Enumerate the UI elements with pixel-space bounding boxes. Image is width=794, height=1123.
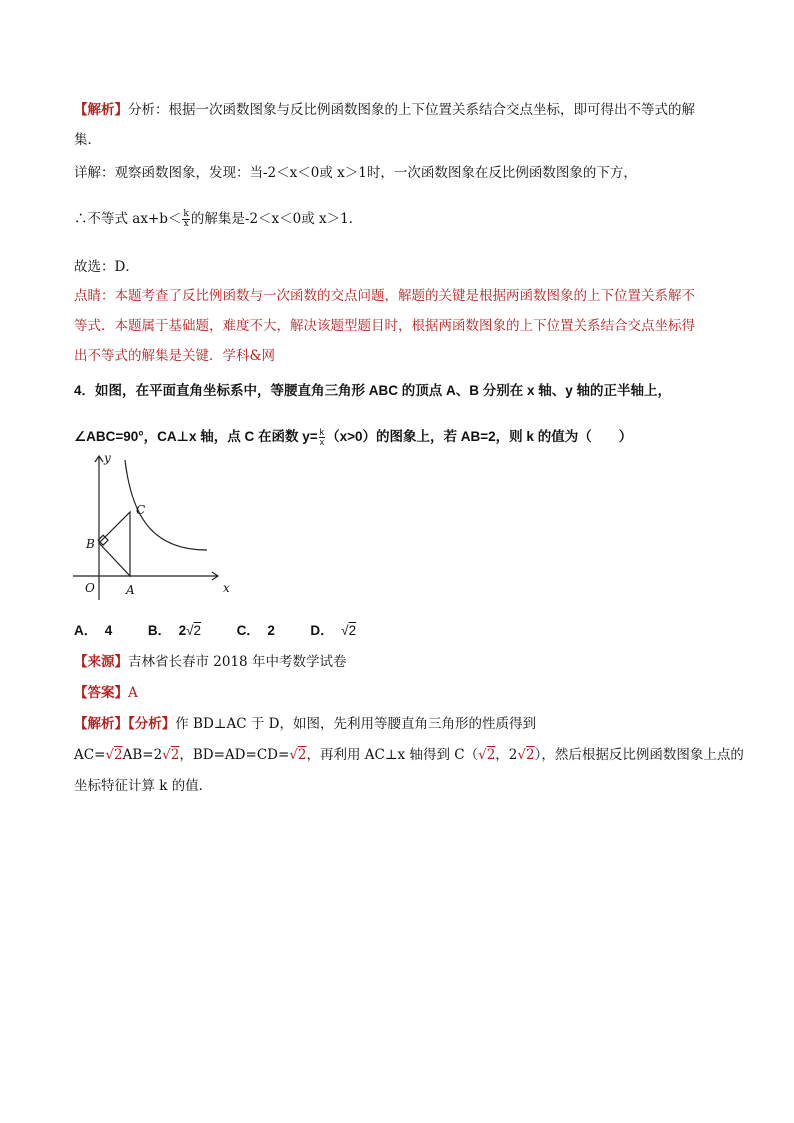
label-a: A bbox=[126, 583, 135, 597]
option-a-label: A． bbox=[74, 623, 98, 638]
question-line-1: 4．如图，在平面直角坐标系中，等腰直角三角形 ABC 的顶点 A、B 分别在 x 轴、y 轴的正半轴上， bbox=[74, 383, 672, 398]
answer-text: A bbox=[128, 685, 138, 701]
source-text: 吉林省长春市 2018 年中考数学试卷 bbox=[128, 654, 347, 670]
option-d-sqrt: √2 bbox=[341, 623, 357, 638]
detail-line: 详解：观察函数图象，发现：当-2＜x＜0或 x＞1时，一次函数图象在反比例函数图象的下方， bbox=[74, 165, 637, 181]
option-b bbox=[148, 623, 201, 638]
conclusion-part-2: 的解集是-2＜x＜0或 x＞1． bbox=[190, 211, 363, 227]
sqrt-cy-radicand: 2 bbox=[525, 747, 535, 763]
option-a-value: 4 bbox=[104, 623, 113, 638]
sqrt-cx: √2 bbox=[478, 747, 496, 763]
cy-coefficient: 2 bbox=[508, 747, 518, 763]
analysis2-text-1: 作 BD⊥AC 于 D，如图，先利用等腰直角三角形的性质得到 bbox=[175, 716, 536, 732]
sqrt-cy: √2 bbox=[517, 747, 535, 763]
ac-equation: AC= bbox=[74, 747, 106, 763]
question-fraction-denominator: x bbox=[319, 436, 325, 447]
options-line bbox=[74, 621, 724, 641]
analysis2-line-3: 坐标特征计算 k 的值． bbox=[74, 778, 213, 794]
option-c-value: 2 bbox=[267, 623, 275, 638]
comment-line-1: 点睛：本题考查了反比例函数与一次函数的交点问题，解题的关键是根据两函数图象的上下位置关系解不 bbox=[74, 288, 695, 304]
sqrt-ac-radicand: 2 bbox=[170, 747, 180, 763]
option-d-radicand: 2 bbox=[348, 623, 357, 638]
option-b-radicand: 2 bbox=[193, 623, 202, 638]
analysis2-line-1 bbox=[74, 714, 724, 734]
option-a bbox=[74, 623, 112, 638]
option-b-sqrt: √2 bbox=[186, 623, 202, 638]
analysis2-subtag: 【分析】 bbox=[128, 716, 176, 732]
analysis2-tag: 【解析】 bbox=[74, 716, 128, 732]
sqrt-ab: √2 bbox=[105, 747, 123, 763]
coordinate-comma: ， bbox=[495, 747, 509, 763]
label-x: x bbox=[223, 581, 230, 595]
analysis2-line-2 bbox=[74, 745, 744, 765]
answer-tag: 【答案】 bbox=[74, 685, 128, 701]
fraction-k-over-x bbox=[182, 210, 189, 229]
analysis-line-2: 集． bbox=[74, 132, 101, 148]
option-d bbox=[310, 623, 356, 638]
conclusion-line bbox=[74, 209, 724, 229]
answer-line bbox=[74, 683, 724, 703]
option-c bbox=[237, 623, 275, 638]
analysis-line-1 bbox=[74, 100, 724, 120]
analysis-tag: 【解析】 bbox=[74, 102, 128, 118]
option-b-value: 2 bbox=[178, 623, 187, 638]
coordinate-figure bbox=[70, 450, 240, 610]
question-fraction bbox=[319, 428, 326, 447]
option-d-label: D． bbox=[310, 623, 334, 638]
label-c: C bbox=[136, 503, 146, 517]
conclusion-part-1: ∴不等式 ax+b＜ bbox=[74, 211, 182, 227]
after-text: ），然后根据反比例函数图象上点的 bbox=[534, 747, 744, 763]
ab-equation: AB=2 bbox=[122, 747, 163, 763]
label-b: B bbox=[86, 537, 95, 551]
question-fraction-numerator: k bbox=[319, 426, 325, 437]
sqrt-ab-radicand: 2 bbox=[114, 747, 123, 763]
question-part-2: （x>0）的图象上，若 AB=2，则 k 的值为（ ） bbox=[326, 429, 633, 444]
source-tag: 【来源】 bbox=[74, 654, 128, 670]
then-text: ，再利用 AC⊥x 轴得到 C（ bbox=[306, 747, 479, 763]
sqrt-bd-radicand: 2 bbox=[297, 747, 307, 763]
sqrt-bd: √2 bbox=[289, 747, 307, 763]
label-o: O bbox=[85, 581, 95, 595]
comment-line-3: 出不等式的解集是关键．学科&网 bbox=[74, 348, 276, 364]
option-b-label: B． bbox=[147, 623, 172, 638]
bd-equation: ，BD=AD=CD= bbox=[179, 747, 290, 763]
fraction-numerator: k bbox=[183, 209, 189, 219]
sqrt-cx-radicand: 2 bbox=[486, 747, 496, 763]
source-line bbox=[74, 652, 724, 672]
option-c-label: C． bbox=[236, 623, 260, 638]
question-line-2 bbox=[74, 427, 724, 447]
choice-line: 故选：D． bbox=[74, 259, 139, 275]
fraction-denominator: x bbox=[183, 219, 189, 229]
question-part-1: ∠ABC=90°，CA⊥x 轴，点 C 在函数 y= bbox=[74, 429, 318, 444]
sqrt-ac-value: √2 bbox=[162, 747, 180, 763]
analysis-text: 分析：根据一次函数图象与反比例函数图象的上下位置关系结合交点坐标，即可得出不等式的解 bbox=[128, 102, 695, 118]
label-y: y bbox=[104, 451, 111, 465]
comment-line-2: 等式．本题属于基础题，难度不大，解决该题型题目时，根据两函数图象的上下位置关系结合交点坐标得 bbox=[74, 318, 695, 334]
